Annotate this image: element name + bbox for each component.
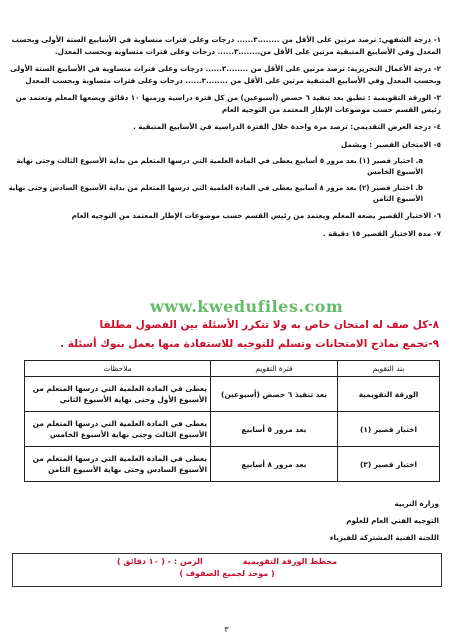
table-header-row: [25, 361, 440, 377]
header-item: بند التقويم: [338, 361, 440, 377]
rule-item: ٣- الورقة التقويمية : تطبق بعد تنفيذ ٦ حصص (أسبوعين) من كل فترة دراسية وزمنها ١٠ دقائق ويضعها المعلم وتعتمد من رئيس القسم حسب موضوعات الإطار المعتمد من التوجيه العام: [15, 93, 441, 114]
cell-notes: يعطى في المادة العلمية التي درسها المتعلم من الأسبوع السادس وحتى نهاية الأسبوع الثامن: [25, 447, 211, 482]
ministry-footer: [330, 498, 439, 549]
plan-unified-note: ( موحد لجميع الصفوف ): [179, 569, 275, 578]
cell-notes: يعطى في المادة العلمية التي درسها المتعلم من الأسبوع الثالث وحتى نهاية الأسبوع الخامس: [25, 412, 211, 447]
header-notes: ملاحظات: [25, 361, 211, 377]
rule-item: ١- درجة الشفهي: ترصد مرتين على الأقل من ........٣...... درجات وعلى فترات متساوية في الأسابيع الستة الأولى وبحسب المعدل وفي الأسابيع المتبقية مرتين على الأقل من........٣...... درجات وعلى فترات متساوية وبحسب المعدل.: [11, 35, 441, 56]
committee-name: اللجنة الفنية المشتركة للفيزياء: [329, 533, 439, 542]
page-number: ٣: [224, 625, 229, 634]
plan-title: مخطط الورقة التقويمية: [242, 557, 338, 566]
table-row: [25, 447, 440, 482]
rule-item: ٥- الامتحان القصير : ويشمل: [340, 139, 441, 149]
table-row: [25, 412, 440, 447]
header-period: فترة التقويم: [211, 361, 338, 377]
cell-item: الورقة التقويمية: [338, 377, 440, 412]
cell-notes: يعطى في المادة العلمية التي درسها المتعلم من الأسبوع الأول وحتى نهاية الأسبوع الثاني: [25, 377, 211, 412]
cell-period: بعد مرور ٨ أسابيع: [211, 447, 338, 482]
rule-subitem: b. اختبار قصير (٢) بعد مرور ٨ أسابيع يعطى في المادة العلمية التي درسها المتعلم من بداية الأسبوع السادس وحتى نهاية الأسبوع الثامن: [8, 184, 423, 203]
plan-time: الزمن : - ( ١٠ دقائق ): [116, 557, 203, 566]
rule-subitem: a. اختبار قصير (١) بعد مرور ٥ أسابيع يعطى في المادة العلمية التي درسها المتعلم من بداية الأسبوع الثالث وحتى نهاية الأسبوع الخامس: [16, 157, 423, 176]
directorate-name: التوجيه الفني العام للعلوم: [346, 516, 439, 525]
evaluation-table: [24, 360, 440, 482]
rule-item: ٤- درجة العرض التقديمي: ترصد مرة واحدة خلال الفترة الدراسية في الأسابيع المتبقية .: [133, 122, 441, 131]
red-rule-9: ٩-تجمع نماذج الامتحانات وتسلم للتوجيه للاستفادة منها بعمل بنوك أسئلة .: [60, 338, 439, 350]
table-row: [25, 377, 440, 412]
cell-period: بعد تنفيذ ٦ حصص (أسبوعين): [211, 377, 338, 412]
cell-item: اختبار قصير (١): [338, 412, 440, 447]
website-watermark: www.kwedufiles.com: [150, 297, 344, 316]
ministry-name: وزارة التربية: [394, 499, 439, 508]
cell-item: اختبار قصير (٢): [338, 447, 440, 482]
cell-period: بعد مرور ٥ أسابيع: [211, 412, 338, 447]
red-rule-8: ٨-كل صف له امتحان خاص به ولا تتكرر الأسئلة بين الفصول مطلقا: [99, 319, 439, 331]
rule-item: ٧- مدة الاختبار القصير ١٥ دقيقة .: [322, 228, 441, 238]
rule-item: ٢- درجة الأعمال التحريرية: ترصد مرتين على الأقل من ........٣...... درجات وعلى فترات متساوية في الأسابيع الستة الأولى وبحسب المعدل وفي الأسابيع المتبقية مرتين على الأقل من ........٣...... درجات وعلى فترات متساوية وبحسب المعدل: [10, 64, 441, 85]
plan-header-box: [12, 553, 442, 587]
rule-item: ٦- الاختبار القصير يضعه المعلم ويعتمد من رئيس القسم حسب موضوعات الإطار المعتمد من التوجيه العام: [71, 211, 441, 220]
rules-list: [8, 34, 441, 245]
